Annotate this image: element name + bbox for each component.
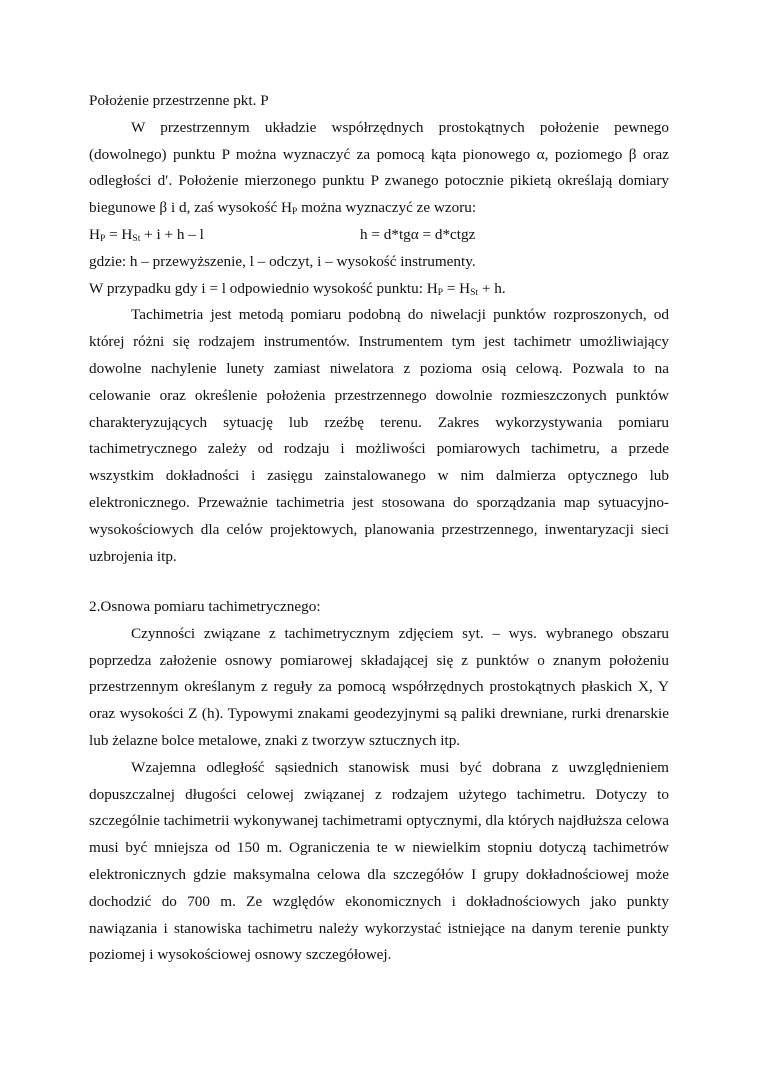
section-1-paragraph-1: W przestrzennym układzie współrzędnych prostokątnych położenie pewnego (dowolnego) punktu P można wyznaczyć za pomocą kąta pionowego α, poziomego β oraz odległości d′. Położenie mierzonego punktu P zwanego potocznie pikietą określają domiary biegunowe β i d, zaś wysokość $H_P$ można wyznaczyć ze wzoru: — [89, 118, 669, 218]
formula-line — [89, 222, 669, 249]
formula-elevation: h = d*tgα = d*ctgz — [360, 225, 476, 243]
section-1-paragraph-2: Tachimetria jest metodą pomiaru podobną do niwelacji punktów rozproszonych, od której różni się rodzajem instrumentów. Instrumentem tym jest tachimetr umożliwiający dowolne nachylenie lunety zamiast niwelatora z pozioma osią celową. Pozwala to na celowanie oraz określenie położenia przestrzennego dowolnie rozmieszczonych punktów charakteryzujących sytuację lub rzeźbę terenu. Zakres wykorzystywania pomiaru tachimetrycznego zależy od rodzaju i możliwości pomiarowych tachimetru, a przede wszystkim dokładności i zasięgu zainstalowanego w nim dalmierza optycznego lub elektronicznego. Przeważnie tachimetria jest stosowana do sporządzania map sytuacyjno-wysokościowych dla celów projektowych, planowania przestrzennego, inwentaryzacji sieci uzbrojenia itp. — [89, 306, 669, 565]
section-2 — [89, 594, 669, 969]
section-2-paragraph-1: Czynności związane z tachimetrycznym zdjęciem syt. – wys. wybranego obszaru poprzedza założenie osnowy pomiarowej składającej się z punktów o znanym położeniu przestrzennym określanym z reguły za pomocą współrzędnych prostokątnych płaskich X, Y oraz wysokości Z (h). Typowymi znakami geodezyjnymi są paliki drewniane, rurki drenarskie lub żelazne bolce metalowe, znaki z tworzyw sztucznych itp. — [89, 624, 669, 749]
section-1-heading: Położenie przestrzenne pkt. P — [89, 92, 269, 109]
section-2-heading: 2.Osnowa pomiaru tachimetrycznego: — [89, 598, 321, 615]
formula-legend: gdzie: h – przewyższenie, l – odczyt, i – wysokość instrumenty. — [89, 252, 476, 270]
special-case-line: W przypadku gdy i = l odpowiednio wysokość punktu: $H_P = H_{St} + h$. — [89, 279, 506, 298]
section-2-paragraph-2: Wzajemna odległość sąsiednich stanowisk musi być dobrana z uwzględnieniem dopuszczalnej długości celowej związanej z rodzajem użytego tachimetru. Dotyczy to szczególnie tachimetrii wykonywanej tachimetrami optycznymi, dla których najdłuższa celowa musi być mniejsza od 150 m. Ograniczenia te w niewielkim stopniu dotyczą tachimetrów elektronicznych gdzie maksymalna celowa dla szczegółów I grupy dokładnościowej może dochodzić do 700 m. Ze względów ekonomicznych i dokładnościowych jako punkty nawiązania i stanowiska tachimetru należy wykorzystać istniejące na danym terenie punkty poziomej i wysokościowej osnowy szczegółowej. — [89, 758, 669, 964]
formula-height: $H_P = H_{St} + i + h - l$ — [89, 225, 204, 244]
section-1 — [89, 88, 669, 570]
